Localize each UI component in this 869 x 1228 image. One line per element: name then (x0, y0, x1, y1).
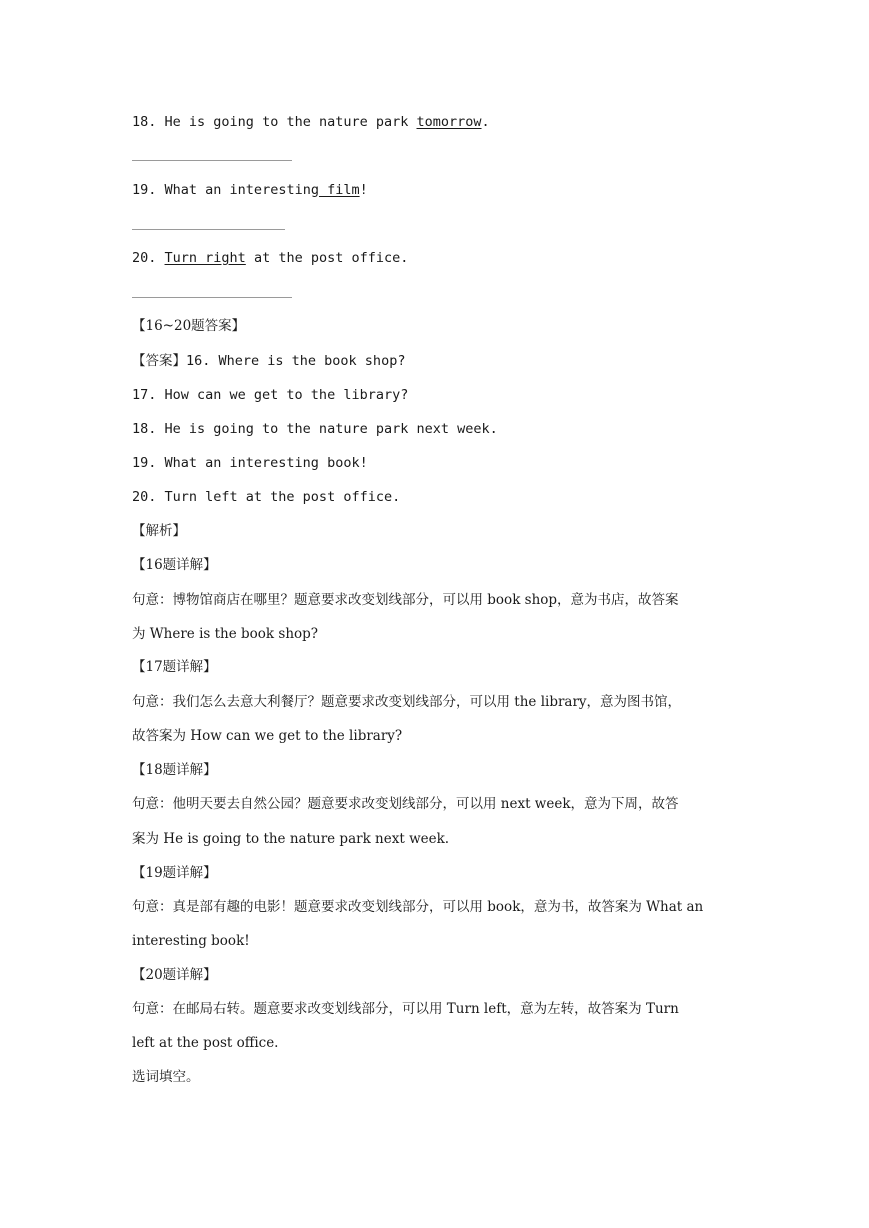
underlined-phrase: film (318, 182, 360, 198)
detail-18-line-2: 案为 He is going to the nature park next week. (132, 831, 450, 847)
answer-blank-19[interactable] (132, 229, 285, 230)
underlined-phrase: Turn right (164, 250, 246, 266)
answer-18: 18. He is going to the nature park next week. (132, 421, 498, 437)
detail-19-title: 【19题详解】 (132, 865, 217, 881)
question-number: 18. (132, 114, 157, 130)
answer-label: 【答案】 (132, 353, 186, 369)
detail-18-title: 【18题详解】 (132, 762, 217, 778)
detail-17-line-1: 句意：我们怎么去意大利餐厅？题意要求改变划线部分，可以用 the library，意为图书馆， (132, 694, 682, 710)
answer-20: 20. Turn left at the post office. (132, 489, 401, 505)
answer-blank-20[interactable] (132, 297, 292, 298)
next-section-heading: 选词填空。 (132, 1069, 200, 1085)
question-number: 19. (132, 182, 157, 198)
underlined-phrase: tomorrow (416, 114, 482, 130)
answer-17: 17. How can we get to the library? (132, 387, 409, 403)
question-text: What an interesting (164, 182, 319, 198)
detail-20-line-2: left at the post office. (132, 1035, 279, 1051)
detail-19-line-1: 句意：真是部有趣的电影！题意要求改变划线部分，可以用 book，意为书，故答案为 What an (132, 899, 704, 915)
detail-17-line-2: 故答案为 How can we get to the library? (132, 728, 403, 744)
analysis-label: 【解析】 (132, 523, 186, 539)
answer-text: 16. Where is the book shop? (186, 353, 406, 369)
answers-header: 【16~20题答案】 (132, 318, 246, 334)
answer-16 (132, 351, 405, 371)
answer-19: 19. What an interesting book! (132, 455, 368, 471)
answer-blank-18[interactable] (132, 160, 292, 161)
detail-16-line-1: 句意：博物馆商店在哪里？题意要求改变划线部分，可以用 book shop，意为书店，故答案 (132, 592, 679, 608)
question-text: He is going to the nature park (164, 114, 417, 130)
question-19 (132, 180, 368, 200)
detail-16-title: 【16题详解】 (132, 557, 217, 573)
question-20 (132, 248, 408, 268)
detail-19-line-2: interesting book! (132, 933, 250, 949)
detail-18-line-1: 句意：他明天要去自然公园？题意要求改变划线部分，可以用 next week，意为下周，故答 (132, 796, 679, 812)
detail-16-line-2: 为 Where is the book shop? (132, 626, 319, 642)
question-number: 20. (132, 250, 157, 266)
detail-17-title: 【17题详解】 (132, 659, 217, 675)
question-18 (132, 112, 490, 132)
question-text-end: . (481, 114, 490, 130)
detail-20-title: 【20题详解】 (132, 967, 217, 983)
detail-20-line-1: 句意：在邮局右转。题意要求改变划线部分，可以用 Turn left，意为左转，故答案为 Turn (132, 1001, 679, 1017)
question-text-end: at the post office. (245, 250, 409, 266)
question-text-end: ! (359, 182, 368, 198)
